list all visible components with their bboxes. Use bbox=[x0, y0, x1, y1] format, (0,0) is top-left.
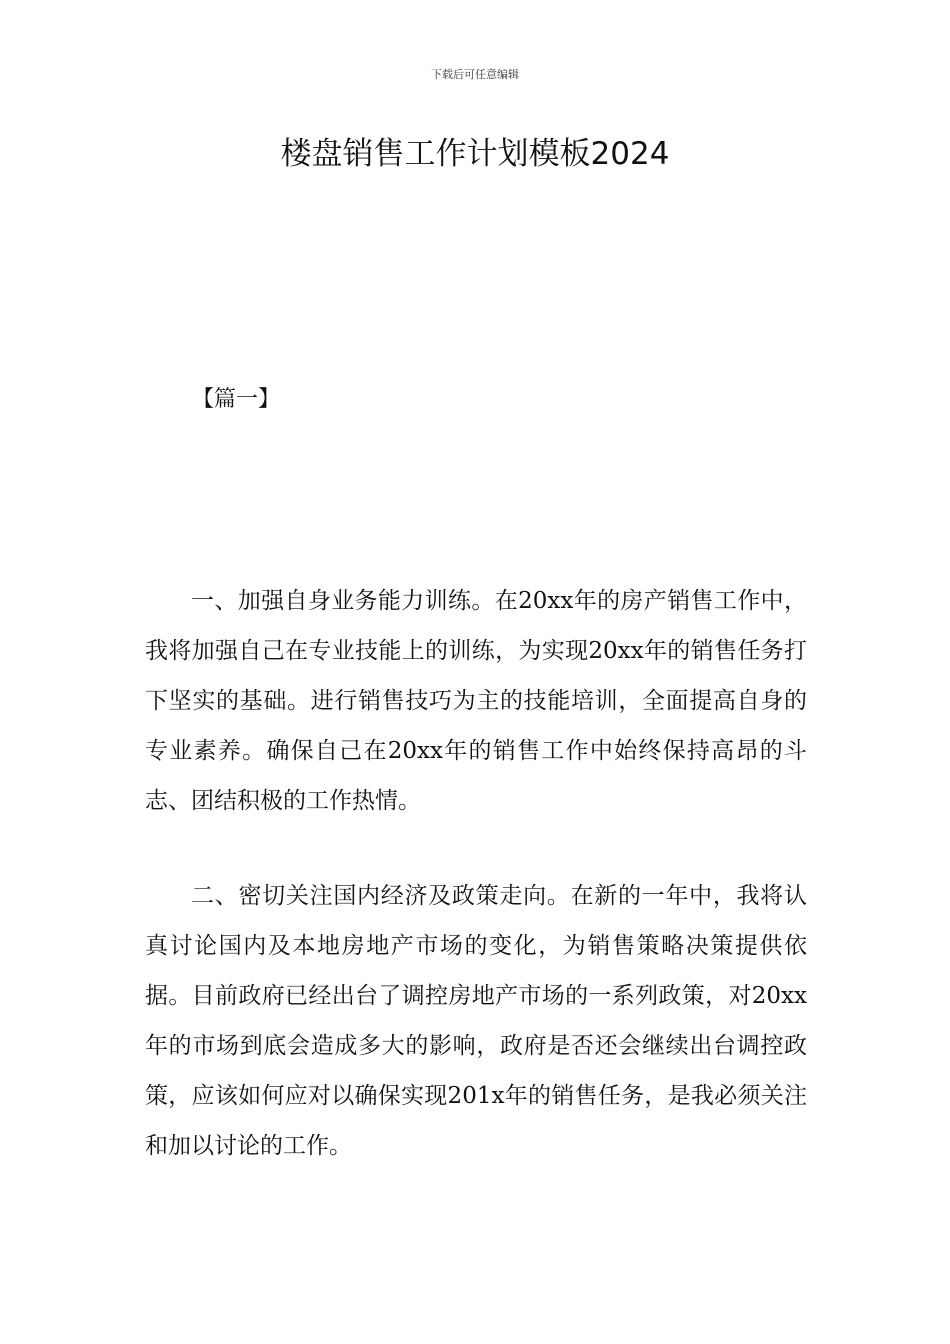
paragraph-1: 一、加强自身业务能力训练。在20xx年的房产销售工作中，我将加强自己在专业技能上的训练，为实现20xx年的销售任务打下坚实的基础。进行销售技巧为主的技能培训，全面提高自身的专业素养。确保自己在20xx年的销售工作中始终保持高昂的斗志、团结积极的工作热情。 bbox=[145, 588, 807, 814]
paragraph-2: 二、密切关注国内经济及政策走向。在新的一年中，我将认真讨论国内及本地房地产市场的变化，为销售策略决策提供依据。目前政府已经出台了调控房地产市场的一系列政策，对20xx年的市场到底会造成多大的影响，政府是否还会继续出台调控政策，应该如何应对以确保实现201x年的销售任务，是我必须关注和加以讨论的工作。 bbox=[145, 883, 807, 1159]
header-note: 下载后可任意编辑 bbox=[431, 68, 519, 81]
document-title: 楼盘销售工作计划模板2024 bbox=[280, 136, 670, 172]
section-label: 【篇一】 bbox=[192, 387, 281, 412]
